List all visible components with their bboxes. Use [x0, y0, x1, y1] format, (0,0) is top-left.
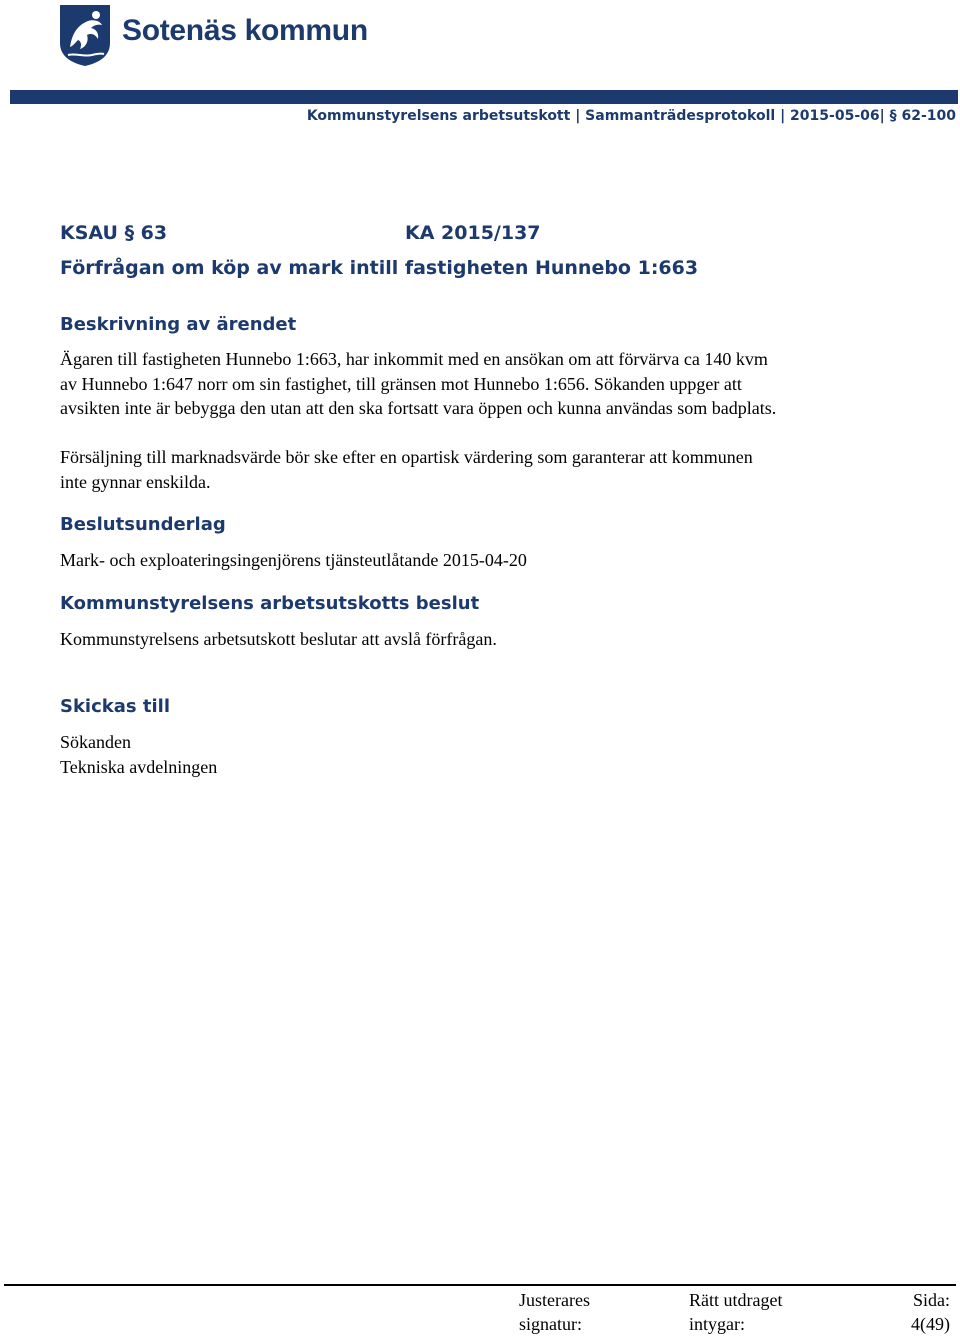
section-heading-description: Beskrivning av ärendet: [60, 314, 297, 335]
municipal-crest-icon: [58, 3, 112, 67]
running-head: Kommunstyrelsens arbetsutskott | Sammanträdesprotokoll | 2015-05-06| § 62-100: [306, 108, 956, 124]
text-line: avsikten inte är bebygga den utan att den ska fortsatt vara öppen och kunna användas som badplats.: [60, 398, 777, 418]
text-line: Försäljning till marknadsvärde bör ske efter en opartisk värdering som garanterar att kommunen: [60, 447, 753, 467]
description-paragraph-2: [60, 445, 940, 494]
footer-label: signatur:: [519, 1314, 582, 1334]
list-item: Sökanden: [60, 732, 131, 752]
case-reference: KA 2015/137: [405, 222, 541, 244]
footer-label: Justerares: [519, 1290, 590, 1310]
list-item: Tekniska avdelningen: [60, 756, 218, 777]
org-name: Sotenäs kommun: [122, 14, 368, 47]
text-line: inte gynnar enskilda.: [60, 471, 211, 492]
description-paragraph-1: [60, 347, 940, 421]
footer-ratt-utdraget: [689, 1288, 782, 1336]
page-title: Förfrågan om köp av mark intill fastigheten Hunnebo 1:663: [60, 257, 699, 279]
recipient-list: [60, 730, 940, 779]
footer-label: Sida:: [912, 1290, 950, 1310]
section-heading-sent-to: Skickas till: [60, 696, 170, 717]
basis-text: Mark- och exploateringsingenjörens tjänsteutlåtande 2015-04-20: [60, 550, 527, 570]
text-line: Ägaren till fastigheten Hunnebo 1:663, har inkommit med en ansökan om att förvärva ca 140 kvm: [60, 349, 768, 369]
footer-label: intygar:: [689, 1314, 745, 1334]
org-logo: [58, 2, 368, 68]
section-heading-decision: Kommunstyrelsens arbetsutskotts beslut: [60, 593, 480, 614]
header-bar: [10, 90, 958, 104]
decision-text: Kommunstyrelsens arbetsutskott beslutar att avslå förfrågan.: [60, 629, 497, 649]
footer-divider: [4, 1284, 956, 1286]
case-number: KSAU § 63: [60, 222, 168, 244]
page-number: 4(49): [911, 1314, 950, 1334]
footer-label: Rätt utdraget: [689, 1290, 783, 1310]
section-heading-basis: Beslutsunderlag: [60, 514, 226, 535]
footer-page-number: [911, 1288, 950, 1336]
footer-justerares: [519, 1288, 590, 1336]
text-line: av Hunnebo 1:647 norr om sin fastighet, till gränsen mot Hunnebo 1:656. Sökanden uppger att: [60, 373, 742, 394]
